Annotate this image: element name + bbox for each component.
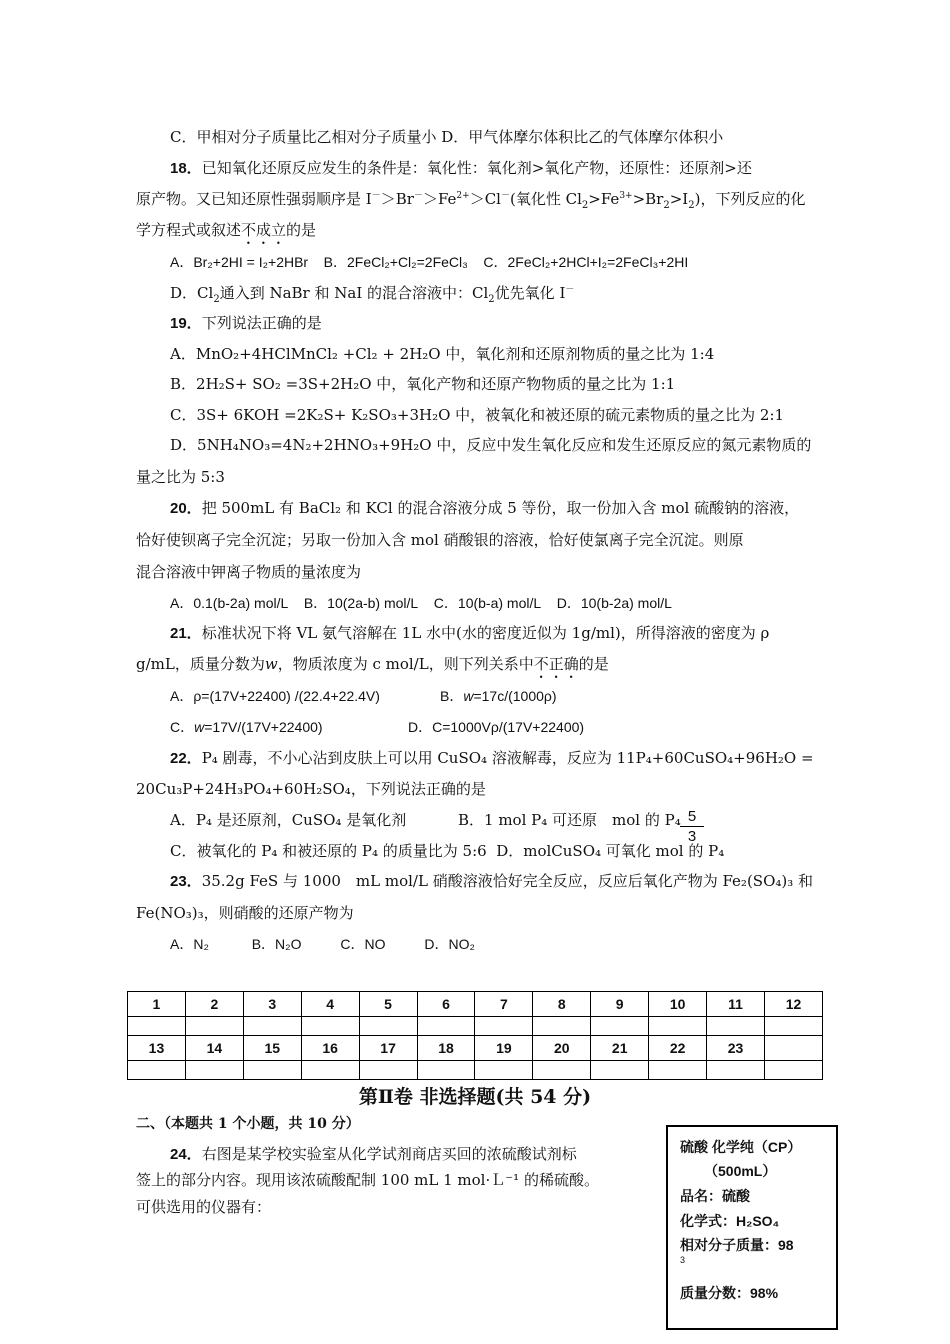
q22-option-a: A．P₄ 是还原剂，CuSO₄ 是氧化剂 — [170, 811, 407, 829]
q18-number: 18． — [170, 160, 202, 177]
answer-cell[interactable] — [649, 1061, 707, 1080]
q19-option-d-line1: D．5NH₄NO₃=4N₂+2HNO₃+9H₂O 中，反应中发生氧化反应和发生还原反应的氮元素物质的 — [170, 436, 812, 454]
q20-option-d: D．10(b-2a) mol/L — [556, 595, 672, 611]
fraction-numerator: 5 — [680, 808, 704, 827]
answer-col-18: 18 — [417, 1036, 475, 1061]
q20-stem-line3: 混合溶液中钾离子物质的量浓度为 — [136, 563, 362, 581]
answer-col-17: 17 — [359, 1036, 417, 1061]
q21-c-w: w — [194, 719, 205, 735]
q22-option-c-d — [170, 841, 724, 861]
answer-cell[interactable] — [301, 1061, 359, 1080]
q22-stem1: P₄ 剧毒，不小心沾到皮肤上可以用 CuSO₄ 溶液解毒，反应为 11P₄+60CuSO₄+96H₂O = — [201, 749, 814, 767]
q18-stem-line1 — [170, 158, 752, 179]
q18-stem1: 已知氧化还原反应发生的条件是：氧化性：氧化剂>氧化产物，还原性：还原剂>还 — [201, 159, 752, 177]
q22-stem-line1 — [170, 748, 814, 769]
answer-col-21: 21 — [591, 1036, 649, 1061]
answer-cell[interactable] — [591, 1017, 649, 1036]
q21-w: w — [264, 655, 278, 673]
answer-col-3: 3 — [243, 992, 301, 1017]
answer-cell[interactable] — [128, 1017, 186, 1036]
q21-option-d: D．C=1000Vρ/(17V+22400) — [408, 719, 585, 735]
q21-stem-line2 — [136, 654, 609, 682]
answer-col-4: 4 — [301, 992, 359, 1017]
q21-stem1: 标准状况下将 VL 氨气溶解在 1L 水中(水的密度近似为 1g/ml)，所得溶液的密度为 ρ — [201, 624, 770, 642]
answer-input-row-1 — [128, 1017, 823, 1036]
q18-s2f: >Fe — [588, 190, 620, 208]
q21-b-a: B． — [440, 688, 464, 704]
answer-cell[interactable] — [591, 1061, 649, 1080]
q18-option-a: A．Br₂+2HI = I₂+2HBr — [170, 254, 309, 270]
answer-col-12: 12 — [764, 992, 822, 1017]
answer-cell[interactable] — [301, 1017, 359, 1036]
q21-stem-line1 — [170, 623, 769, 644]
q23-option-a: A．N₂ — [170, 936, 209, 952]
section-part-heading: 二、（本题共 1 个小题，共 10 分） — [136, 1116, 360, 1132]
q21-option-c — [170, 717, 323, 737]
q24-stem1: 右图是某学校实验室从化学试剂商店买回的浓硫酸试剂标 — [201, 1145, 577, 1163]
answer-cell[interactable] — [475, 1017, 533, 1036]
answer-col-7: 7 — [475, 992, 533, 1017]
answer-cell[interactable] — [417, 1061, 475, 1080]
answer-col-1: 1 — [128, 992, 186, 1017]
q21-option-b — [440, 686, 557, 706]
answer-col-15: 15 — [243, 1036, 301, 1061]
q23-number: 23． — [170, 873, 202, 890]
label-title: 硫酸 化学纯（CP） — [680, 1139, 802, 1155]
answer-col-14: 14 — [185, 1036, 243, 1061]
answer-cell[interactable] — [764, 1061, 822, 1080]
q19-stem — [170, 313, 322, 334]
q21-emphasis: 不正确 — [533, 655, 579, 673]
answer-input-row-2 — [128, 1061, 823, 1080]
q19-option-c: C．3S+ 6KOH =2K₂S+ K₂SO₃+3H₂O 中，被氧化和被还原的硫元素物质的量之比为 2:1 — [170, 406, 785, 424]
q18-option-c: C．2FeCl₂+2HCl+I₂=2FeCl₃+2HI — [483, 254, 689, 270]
label-product-name: 品名：硫酸 — [680, 1188, 750, 1204]
q18-s2i: )，下列反应的化 — [694, 190, 806, 208]
q23-option-b: B．N₂O — [251, 936, 302, 952]
q20-option-a: A．0.1(b-2a) mol/L — [170, 595, 289, 611]
q21-c-b: =17V/(17V+22400) — [204, 719, 323, 735]
q18-s2e: (氧化性 Cl — [509, 190, 582, 208]
q21-s2a: g/mL，质量分数为 — [136, 655, 265, 673]
q20-number: 20． — [170, 500, 202, 517]
answer-col-9: 9 — [591, 992, 649, 1017]
q19-stem-text: 下列说法正确的是 — [201, 314, 322, 332]
q18-d-c: 优先氧化 I — [494, 284, 566, 302]
answer-table-header-row-1 — [128, 992, 823, 1017]
q18-d-b: 通入到 NaBr 和 NaI 的混合溶液中：Cl — [219, 284, 489, 302]
q21-s2b: ，物质浓度为 c mol/L，则下列关系中 — [277, 655, 534, 673]
answer-cell[interactable] — [243, 1017, 301, 1036]
q22-number: 22． — [170, 750, 202, 767]
q24-stem-line1 — [170, 1144, 577, 1165]
answer-col-8: 8 — [533, 992, 591, 1017]
q22-option-b: B．1 mol P₄ 可还原 mol 的 P₄ — [458, 811, 681, 829]
q18-option-b: B．2FeCl₂+Cl₂=2FeCl₃ — [323, 254, 468, 270]
q21-s2c: 的是 — [578, 655, 609, 673]
q21-number: 21． — [170, 625, 202, 642]
q21-b-w: w — [463, 688, 474, 704]
q23-option-c: C．NO — [340, 936, 386, 952]
answer-col-20: 20 — [533, 1036, 591, 1061]
q17-option-d: D．甲气体摩尔体积比乙的气体摩尔体积小 — [441, 128, 724, 146]
q20-stem1: 把 500mL 有 BaCl₂ 和 KCl 的混合溶液分成 5 等份，取一份加入含 mol 硫酸钠的溶液， — [201, 499, 800, 517]
answer-cell[interactable] — [475, 1061, 533, 1080]
answer-cell[interactable] — [533, 1061, 591, 1080]
q18-emphasis: 不成立 — [241, 221, 287, 239]
answer-table — [127, 991, 823, 1080]
q23-option-d: D．NO₂ — [424, 936, 475, 952]
answer-cell[interactable] — [764, 1017, 822, 1036]
answer-col-19: 19 — [475, 1036, 533, 1061]
q18-s2b: ＞Br — [380, 190, 414, 208]
q17-option-c: C．甲相对分子质量比乙相对分子质量小 D．甲气体摩尔体积比乙的气体摩尔体积小 — [170, 128, 724, 146]
q23-stem-line2: Fe(NO₃)₃，则硝酸的还原产物为 — [136, 904, 354, 922]
q24-stem-line3: 可供选用的仪器有： — [136, 1198, 272, 1216]
q18-s2h: >I — [669, 190, 689, 208]
answer-cell[interactable] — [185, 1061, 243, 1080]
q19-option-d-line2: 量之比为 5:3 — [136, 468, 225, 486]
q24-number: 24． — [170, 1146, 202, 1163]
answer-cell[interactable] — [359, 1017, 417, 1036]
q23-options — [170, 934, 475, 954]
answer-col-6: 6 — [417, 992, 475, 1017]
q18-s2a: 原产物。又已知还原性强弱顺序是 I — [136, 190, 372, 208]
answer-cell[interactable] — [649, 1017, 707, 1036]
q18-s3b: 的是 — [286, 221, 317, 239]
answer-col-23: 23 — [707, 1036, 765, 1061]
q19-option-b: B．2H₂S+ SO₂ =3S+2H₂O 中，氧化产物和还原产物物质的量之比为 1:1 — [170, 375, 676, 393]
answer-cell[interactable] — [185, 1017, 243, 1036]
answer-cell[interactable] — [533, 1017, 591, 1036]
q18-options-abc — [170, 252, 688, 272]
answer-cell[interactable] — [359, 1061, 417, 1080]
q20-stem-line1 — [170, 498, 799, 519]
q20-options — [170, 593, 672, 613]
label-molar-mass-overflow: 3 — [680, 1255, 686, 1265]
answer-cell[interactable] — [243, 1061, 301, 1080]
q18-d-a: D．Cl — [170, 284, 214, 302]
answer-col-11: 11 — [707, 992, 765, 1017]
q22-option-c: C．被氧化的 P₄ 和被还原的 P₄ 的质量比为 5:6 — [170, 842, 487, 860]
q21-c-a: C． — [170, 719, 195, 735]
q18-s3a: 学方程式或叙述 — [136, 221, 242, 239]
answer-col-empty — [764, 1036, 822, 1061]
q18-stem-line2: 原产物。又已知还原性强弱顺序是 $I^->Br^->Fe^{2+}>Cl^-$(氧化性 $Cl_2>Fe^{3+}>Br_2>I_2$)，下列反应的化 — [136, 190, 806, 211]
answer-col-22: 22 — [649, 1036, 707, 1061]
section-title: 第Ⅱ卷 非选择题(共 54 分) — [358, 1086, 592, 1108]
label-molar-mass: 相对分子质量：98 — [680, 1237, 794, 1253]
answer-col-2: 2 — [185, 992, 243, 1017]
label-volume: （500mL） — [704, 1163, 777, 1179]
q22-option-d: D．molCuSO₄ 可氧化 mol 的 P₄ — [496, 842, 725, 860]
answer-cell[interactable] — [707, 1061, 765, 1080]
q21-b-b: =17c/(1000ρ) — [473, 688, 557, 704]
label-mass-fraction: 质量分数：98% — [680, 1285, 779, 1301]
answer-col-10: 10 — [649, 992, 707, 1017]
q18-s2d: ＞Cl — [469, 190, 501, 208]
label-formula: 化学式：H₂SO₄ — [680, 1213, 780, 1229]
reagent-label-box — [666, 1125, 838, 1330]
q20-stem-line2: 恰好使钡离子完全沉淀；另取一份加入含 mol 硝酸银的溶液，恰好使氯离子完全沉淀。则原 — [136, 531, 744, 549]
q22-stem-line2: 20Cu₃P+24H₃PO₄+60H₂SO₄，下列说法正确的是 — [136, 780, 486, 798]
q18-s2c: ＞Fe — [422, 190, 457, 208]
q20-option-b: B．10(2a-b) mol/L — [303, 595, 419, 611]
q23-stem-line1 — [170, 871, 813, 892]
answer-cell[interactable] — [128, 1061, 186, 1080]
q19-number: 19． — [170, 315, 202, 332]
q23-stem1: 35.2g FeS 与 1000 mL mol/L 硝酸溶液恰好完全反应，反应后氧化产物为 Fe₂(SO₄)₃ 和 — [201, 872, 814, 890]
q21-option-a: A．ρ=(17V+22400) /(22.4+22.4V) — [170, 688, 380, 704]
q24-stem-line2: 签上的部分内容。现用该浓硫酸配制 100 mL 1 mol·Ｌ⁻¹ 的稀硫酸。 — [136, 1171, 599, 1189]
answer-table-header-row-2 — [128, 1036, 823, 1061]
answer-col-5: 5 — [359, 992, 417, 1017]
answer-cell[interactable] — [707, 1017, 765, 1036]
q18-option-d: D．$Cl_2$通入到 NaBr 和 NaI 的混合溶液中：$Cl_2$优先氧化 I－ — [170, 284, 575, 305]
q20-option-c: C．10(b-a) mol/L — [433, 595, 542, 611]
answer-cell[interactable] — [417, 1017, 475, 1036]
answer-col-16: 16 — [301, 1036, 359, 1061]
answer-col-13: 13 — [128, 1036, 186, 1061]
q19-option-a: A．MnO₂+4HClMnCl₂ +Cl₂ + 2H₂O 中，氧化剂和还原剂物质的量之比为 1:4 — [170, 345, 715, 363]
fraction-denominator: 3 — [687, 828, 697, 845]
q18-stem-line3 — [136, 220, 316, 248]
q18-s2g: >Br — [632, 190, 664, 208]
